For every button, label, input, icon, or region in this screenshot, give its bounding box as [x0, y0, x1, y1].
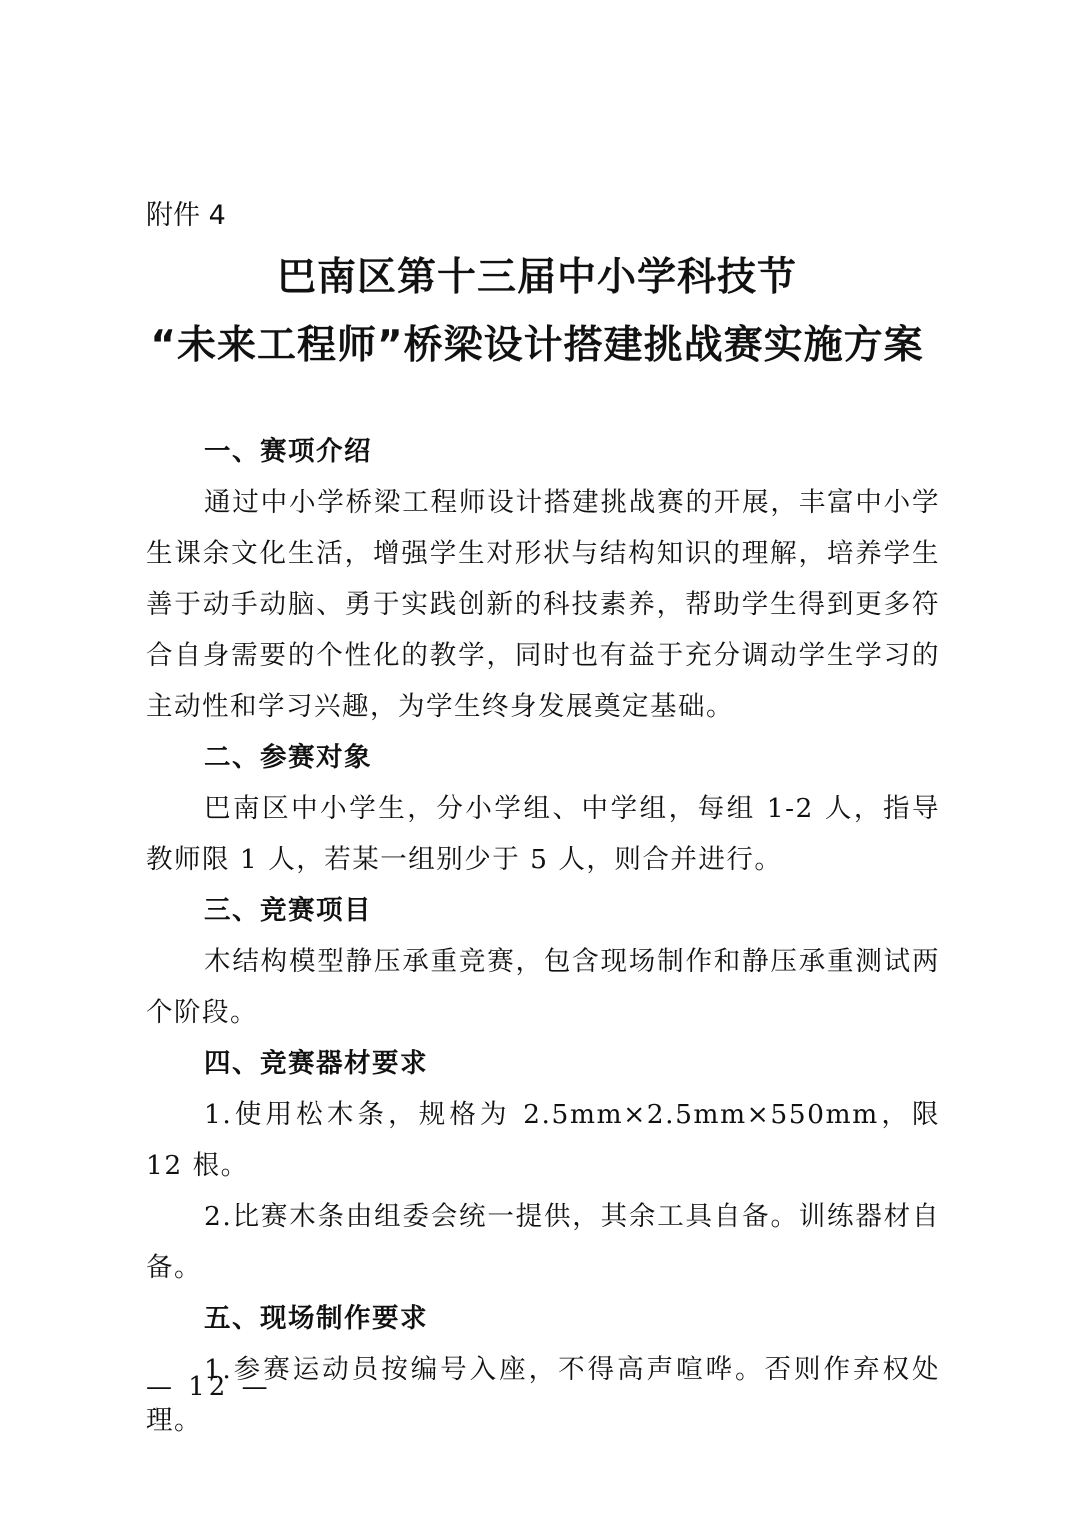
section-equipment-requirements — [146, 1038, 940, 1293]
page-number: — 12 — — [146, 1372, 272, 1402]
section-paragraph: 1.参赛运动员按编号入座，不得高声喧哗。否则作弃权处理。 — [146, 1354, 940, 1436]
document-title-line-2: “未来工程师”桥梁设计搭建挑战赛实施方案 — [150, 323, 924, 368]
section-heading: 三、竞赛项目 — [204, 895, 372, 926]
section-participants — [146, 732, 940, 885]
section-heading: 一、赛项介绍 — [204, 436, 372, 467]
section-paragraph: 通过中小学桥梁工程师设计搭建挑战赛的开展，丰富中小学生课余文化生活，增强学生对形状与结构知识的理解，培养学生善于动手动脑、勇于实践创新的科技素养，帮助学生得到更多符合自身需要的个性化的教学，同时也有益于充分调动学生学习的主动性和学习兴趣，为学生终身发展奠定基础。 — [146, 487, 940, 722]
section-heading: 二、参赛对象 — [204, 742, 372, 773]
section-paragraph: 木结构模型静压承重竞赛，包含现场制作和静压承重测试两个阶段。 — [146, 946, 940, 1028]
section-paragraph: 1.使用松木条，规格为 2.5mm×2.5mm×550mm，限 12 根。 — [146, 1099, 940, 1181]
section-heading: 四、竞赛器材要求 — [204, 1048, 428, 1079]
document-body — [146, 426, 940, 1446]
section-paragraph: 2.比赛木条由组委会统一提供，其余工具自备。训练器材自备。 — [146, 1201, 940, 1283]
section-paragraph: 巴南区中小学生，分小学组、中学组，每组 1-2 人，指导教师限 1 人，若某一组别少于 5 人，则合并进行。 — [146, 793, 940, 875]
section-event-introduction — [146, 426, 940, 732]
attachment-label: 附件 4 — [146, 200, 226, 231]
section-heading: 五、现场制作要求 — [204, 1303, 428, 1334]
section-competition-items — [146, 885, 940, 1038]
document-title-line-1: 巴南区第十三届中小学科技节 — [276, 255, 797, 300]
